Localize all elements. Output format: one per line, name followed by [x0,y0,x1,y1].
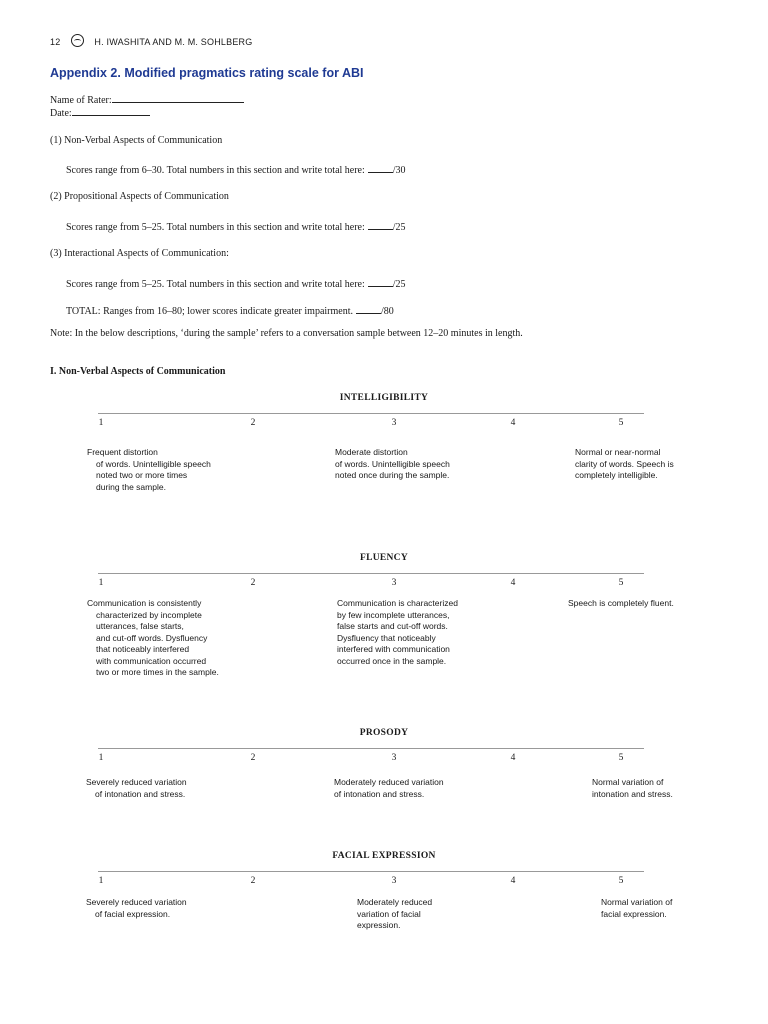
summary-section-2-line [66,220,406,233]
sample-note: Note: In the below descriptions, ‘during the sample’ refers to a conversation sample between 12–20 minutes in length. [50,328,523,339]
descriptor-line: during the sample. [96,481,166,492]
scale-rule [98,413,644,414]
descriptor-line: Frequent distortion [87,447,158,457]
scale-point-5[interactable]: 5 [618,876,624,886]
descriptor-line: of words. Unintelligible speech [96,458,211,469]
descriptor-line: expression. [357,920,401,930]
descriptor-score-5 [568,598,674,610]
summary-section-2-title: (2) Propositional Aspects of Communication [50,191,229,202]
scale-title: INTELLIGIBILITY [339,393,429,403]
descriptor-score-1 [86,897,187,920]
descriptor-line: interfered with communication [337,644,450,654]
scale-point-2[interactable]: 2 [250,578,256,588]
descriptor-score-5 [592,777,673,800]
total-max: /80 [380,306,394,317]
scale-point-5[interactable]: 5 [618,578,624,588]
running-header [50,34,252,47]
section-2-max: /25 [392,222,406,233]
descriptor-line: of intonation and stress. [334,788,425,799]
summary-section-2-text: Scores range from 5–25. Total numbers in this section and write total here: [66,222,365,233]
scale-point-4[interactable]: 4 [510,753,516,763]
scale-point-1[interactable]: 1 [98,418,104,428]
scale-point-4[interactable]: 4 [510,876,516,886]
summary-section-1-title: (1) Non-Verbal Aspects of Communication [50,135,223,146]
descriptor-score-1 [86,777,187,800]
descriptor-score-3 [335,447,450,482]
section-heading: I. Non-Verbal Aspects of Communication [50,366,226,377]
descriptor-line: Dysfluency that noticeably [337,632,436,643]
descriptor-line: Moderately reduced [357,897,433,907]
date-blank[interactable] [72,106,150,116]
descriptor-line: Severely reduced variation [86,897,187,907]
rater-label: Name of Rater: [50,95,112,106]
appendix-title: Appendix 2. Modified pragmatics rating scale for ABI [50,66,364,80]
rater-name-blank[interactable] [112,93,244,103]
descriptor-line: and cut-off words. Dysfluency [96,632,208,643]
descriptor-line: two or more times in the sample. [96,667,219,677]
total-line [66,304,394,317]
descriptor-line: utterances, false starts, [96,621,184,631]
scale-point-2[interactable]: 2 [250,876,256,886]
section-1-max: /30 [392,165,406,176]
page-number: 12 [50,37,61,47]
descriptor-line: characterized by incomplete [96,609,202,620]
grand-total-blank[interactable] [356,304,381,314]
scale-rule [98,871,644,872]
descriptor-line: with communication occurred [96,655,207,666]
descriptor-line: clarity of words. Speech is [575,458,674,469]
scale-title: FACIAL EXPRESSION [332,851,436,861]
summary-section-1-line [66,163,406,176]
descriptor-line: false starts and cut-off words. [337,621,448,631]
descriptor-line: Normal variation of [592,777,664,787]
section-3-total-blank[interactable] [368,277,393,287]
descriptor-score-5 [601,897,672,920]
scale-point-3[interactable]: 3 [391,876,397,886]
scale-point-2[interactable]: 2 [250,418,256,428]
scale-point-5[interactable]: 5 [618,418,624,428]
summary-section-3-line [66,277,406,290]
descriptor-line: Communication is characterized [337,598,458,608]
scale-point-3[interactable]: 3 [391,418,397,428]
running-authors: H. IWASHITA AND M. M. SOHLBERG [94,37,253,47]
descriptor-line: facial expression. [601,908,667,919]
descriptor-line: Speech is completely fluent. [568,598,674,608]
descriptor-score-1 [87,598,219,679]
descriptor-score-3 [334,777,444,800]
descriptor-line: Moderately reduced variation [334,777,444,787]
scale-title: FLUENCY [359,553,409,563]
publisher-logo-icon [71,34,84,47]
scale-point-5[interactable]: 5 [618,753,624,763]
descriptor-line: completely intelligible. [575,470,658,480]
scale-point-1[interactable]: 1 [98,578,104,588]
descriptor-line: Normal variation of [601,897,673,907]
scale-title: PROSODY [359,728,409,738]
scale-point-1[interactable]: 1 [98,753,104,763]
descriptor-line: of facial expression. [95,908,171,919]
section-3-max: /25 [392,279,406,290]
descriptor-score-3 [357,897,432,932]
descriptor-line: Communication is consistently [87,598,202,608]
descriptor-line: variation of facial [357,908,421,919]
rater-line [50,93,244,106]
total-text: TOTAL: Ranges from 16–80; lower scores indicate greater impairment. [66,306,353,317]
descriptor-line: noted two or more times [96,470,188,480]
descriptor-line: Severely reduced variation [86,777,187,787]
descriptor-line: noted once during the sample. [335,470,450,480]
section-2-total-blank[interactable] [368,220,393,230]
descriptor-line: Moderate distortion [335,447,408,457]
scale-point-2[interactable]: 2 [250,753,256,763]
date-label: Date: [50,108,72,119]
summary-section-3-text: Scores range from 5–25. Total numbers in this section and write total here: [66,279,365,290]
summary-section-3-title: (3) Interactional Aspects of Communication: [50,248,229,259]
descriptor-line: of intonation and stress. [95,788,186,799]
scale-point-3[interactable]: 3 [391,578,397,588]
scale-rule [98,573,644,574]
descriptor-score-1 [87,447,211,493]
date-line [50,106,150,119]
scale-point-4[interactable]: 4 [510,578,516,588]
descriptor-line: occurred once in the sample. [337,655,447,666]
section-1-total-blank[interactable] [368,163,393,173]
descriptor-line: intonation and stress. [592,788,673,799]
descriptor-line: of words. Unintelligible speech [335,458,450,469]
scale-point-3[interactable]: 3 [391,753,397,763]
descriptor-score-3 [337,598,458,667]
descriptor-line: that noticeably interfered [96,644,190,654]
descriptor-line: Normal or near-normal [575,447,661,457]
scale-point-4[interactable]: 4 [510,418,516,428]
descriptor-line: by few incomplete utterances, [337,609,450,620]
scale-point-1[interactable]: 1 [98,876,104,886]
summary-section-1-text: Scores range from 6–30. Total numbers in this section and write total here: [66,165,365,176]
scale-rule [98,748,644,749]
descriptor-score-5 [575,447,674,482]
